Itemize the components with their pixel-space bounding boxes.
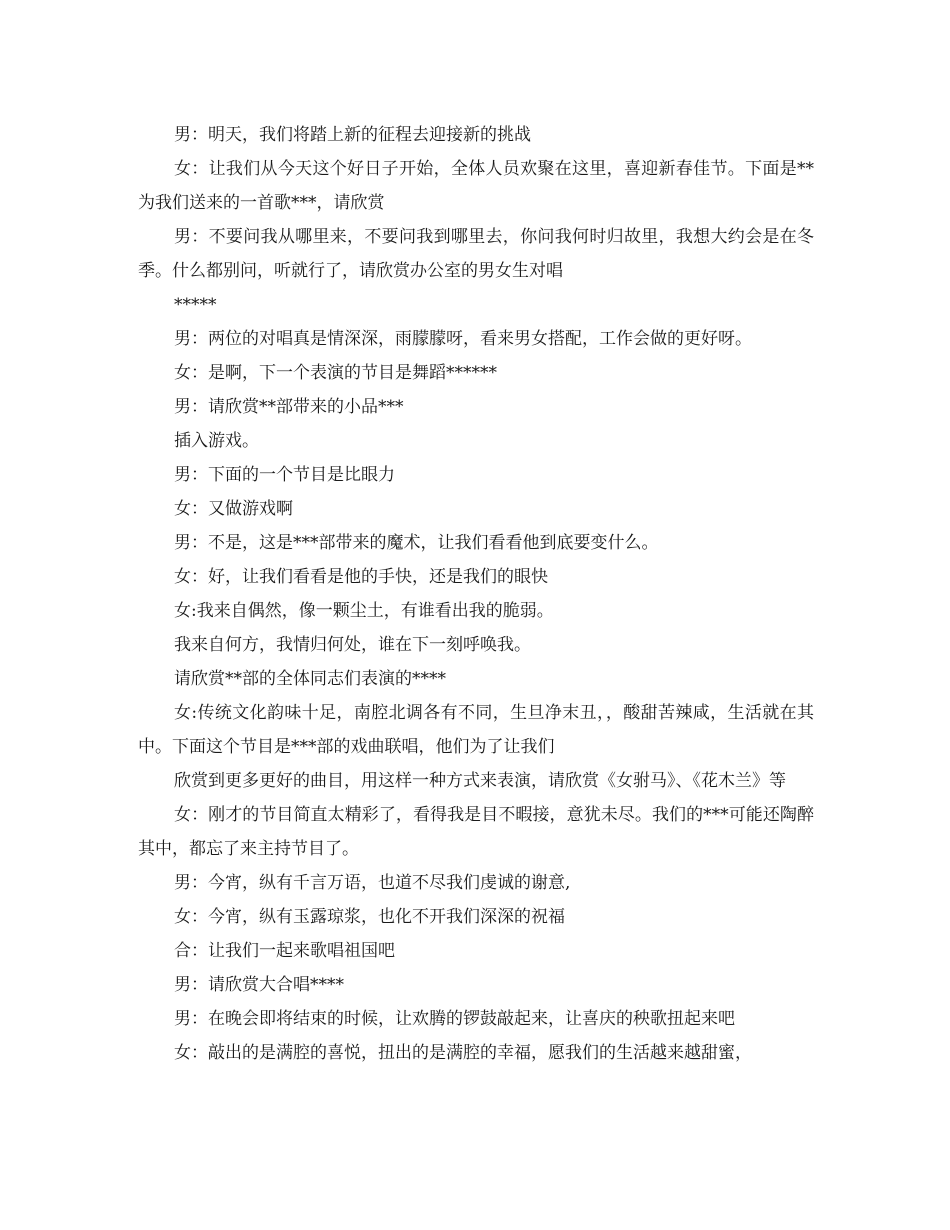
paragraph: 男：请欣赏大合唱****	[174, 975, 344, 995]
paragraph: 女：让我们从今天这个好日子开始，全体人员欢聚在这里，喜迎新春佳节。下面是**为我们送来的一首歌***，请欣赏	[138, 159, 814, 213]
paragraph: 男：不是，这是***部带来的魔术，让我们看看他到底要变什么。	[174, 533, 659, 553]
paragraph: 男：在晚会即将结束的时候，让欢腾的锣鼓敲起来，让喜庆的秧歌扭起来吧	[174, 1009, 735, 1029]
paragraph: 合：让我们一起来歌唱祖国吧	[174, 941, 395, 961]
paragraph: 女：敲出的是满腔的喜悦，扭出的是满腔的幸福，愿我们的生活越来越甜蜜，	[174, 1043, 752, 1063]
paragraph: 女：是啊，下一个表演的节目是舞蹈******	[174, 363, 497, 383]
paragraph: 女：又做游戏啊	[174, 499, 293, 519]
paragraph: 男：下面的一个节目是比眼力	[174, 465, 395, 485]
document-body	[138, 118, 814, 1070]
paragraph: 男：明天，我们将踏上新的征程去迎接新的挑战	[174, 125, 531, 145]
paragraph: 我来自何方，我情归何处，谁在下一刻呼唤我。	[174, 635, 531, 655]
paragraph: 插入游戏。	[174, 431, 259, 451]
paragraph: 女:我来自偶然，像一颗尘土，有谁看出我的脆弱。	[174, 601, 554, 621]
paragraph: 男：两位的对唱真是情深深，雨朦朦呀，看来男女搭配，工作会做的更好呀。	[174, 329, 752, 349]
paragraph: *****	[174, 295, 217, 315]
paragraph: 女：刚才的节目简直太精彩了，看得我是目不暇接，意犹未尽。我们的***可能还陶醉其中，都忘了来主持节目了。	[138, 805, 814, 859]
paragraph: 女:传统文化韵味十足，南腔北调各有不同，生旦净末丑，，酸甜苦辣咸，生活就在其中。下面这个节目是***部的戏曲联唱，他们为了让我们	[138, 703, 814, 757]
paragraph: 欣赏到更多更好的曲目，用这样一种方式来表演，请欣赏《女驸马》、《花木兰》等	[174, 771, 786, 791]
paragraph: 女：好，让我们看看是他的手快，还是我们的眼快	[174, 567, 548, 587]
paragraph: 男：不要问我从哪里来，不要问我到哪里去，你问我何时归故里，我想大约会是在冬季。什么都别问，听就行了，请欣赏办公室的男女生对唱	[138, 227, 814, 281]
paragraph: 男：今宵，纵有千言万语，也道不尽我们虔诚的谢意,	[174, 873, 571, 893]
paragraph: 女：今宵，纵有玉露琼浆，也化不开我们深深的祝福	[174, 907, 565, 927]
paragraph: 请欣赏**部的全体同志们表演的****	[174, 669, 446, 689]
paragraph: 男：请欣赏**部带来的小品***	[174, 397, 404, 417]
